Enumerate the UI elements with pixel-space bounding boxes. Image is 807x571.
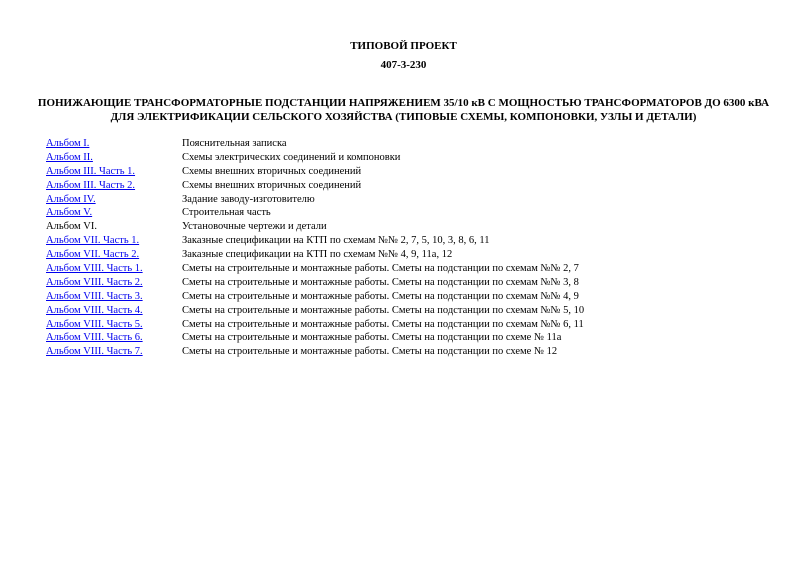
album-description: Пояснительная записка (182, 138, 287, 149)
album-description: Заказные спецификации на КТП по схемам №№ 4, 9, 11а, 12 (182, 249, 453, 261)
contents-row (46, 262, 766, 276)
album-description: Сметы на строительные и монтажные работы. Сметы на подстанции по схемам №№ 5, 10 (182, 304, 585, 316)
album-cell (46, 276, 182, 290)
album-description: Схемы внешних вторичных соединений (182, 179, 362, 191)
album-description: Сметы на строительные и монтажные работы. Сметы на подстанции по схемам №№ 2, 7 (182, 263, 579, 275)
contents-row (46, 304, 766, 318)
contents-row (46, 318, 766, 332)
album-description: Сметы на строительные и монтажные работы. Сметы на подстанции по схемам №№ 3, 8 (182, 276, 579, 288)
album-cell (46, 318, 182, 332)
album-link[interactable]: Альбом VII. Часть 1. (46, 235, 140, 247)
document-type: ТИПОВОЙ ПРОЕКТ (350, 40, 457, 52)
album-link[interactable]: Альбом VIII. Часть 4. (46, 304, 143, 316)
album-link[interactable]: Альбом II. (46, 151, 93, 163)
album-cell (46, 179, 182, 193)
album-description: Строительная часть (182, 207, 271, 219)
album-description: Заказные спецификации на КТП по схемам №№ 2, 7, 5, 10, 3, 8, 6, 11 (182, 235, 490, 247)
album-link[interactable]: Альбом I. (46, 138, 90, 149)
contents-row (46, 165, 766, 179)
album-description: Сметы на строительные и монтажные работы. Сметы на подстанции по схеме № 12 (182, 346, 558, 358)
album-cell (46, 345, 182, 359)
contents-row (46, 206, 766, 220)
album-link[interactable]: Альбом IV. (46, 193, 96, 205)
album-link[interactable]: Альбом VIII. Часть 3. (46, 290, 143, 302)
album-description: Задание заводу-изготовителю (182, 193, 315, 205)
album-description: Схемы электрических соединений и компоновки (182, 151, 401, 163)
document-title-line-2: ДЛЯ ЭЛЕКТРИФИКАЦИИ СЕЛЬСКОГО ХОЗЯЙСТВА (ТИПОВЫЕ СХЕМЫ, КОМПОНОВКИ, УЗЛЫ И ДЕТАЛИ) (110, 111, 697, 123)
album-link[interactable]: Альбом III. Часть 2. (46, 179, 136, 191)
album-cell (46, 137, 182, 151)
album-description: Установочные чертежи и детали (182, 221, 327, 233)
document-title-line-1: ПОНИЖАЮЩИЕ ТРАНСФОРМАТОРНЫЕ ПОДСТАНЦИИ НАПРЯЖЕНИЕМ 35/10 кВ С МОЩНОСТЬЮ ТРАНСФОРМАТОРОВ ДО 6300 кВА (37, 97, 770, 109)
album-cell (46, 290, 182, 304)
album-description: Сметы на строительные и монтажные работы. Сметы на подстанции по схемам №№ 6, 11 (182, 318, 584, 330)
album-link[interactable]: Альбом VIII. Часть 1. (46, 263, 143, 275)
contents-row (46, 137, 766, 151)
album-link[interactable]: Альбом VIII. Часть 5. (46, 318, 143, 330)
album-description: Сметы на строительные и монтажные работы. Сметы на подстанции по схеме № 11а (182, 332, 562, 344)
album-cell (46, 248, 182, 262)
album-cell (46, 206, 182, 220)
album-cell (46, 234, 182, 248)
contents-row (46, 220, 766, 234)
contents-row (46, 290, 766, 304)
contents-row (46, 331, 766, 345)
album-link[interactable]: Альбом VIII. Часть 7. (46, 346, 143, 358)
contents-row (46, 179, 766, 193)
contents-list (46, 137, 766, 359)
album-link[interactable]: Альбом VIII. Часть 6. (46, 332, 143, 344)
album-description: Схемы внешних вторичных соединений (182, 165, 362, 177)
contents-row (46, 193, 766, 207)
contents-row (46, 276, 766, 290)
album-cell (46, 193, 182, 207)
album-cell (46, 165, 182, 179)
album-cell (46, 151, 182, 165)
album-link[interactable]: Альбом VII. Часть 2. (46, 249, 140, 261)
document-number: 407-3-230 (380, 59, 427, 71)
album-cell (46, 304, 182, 318)
album-cell (46, 331, 182, 345)
album-link[interactable]: Альбом III. Часть 1. (46, 165, 136, 177)
contents-row (46, 151, 766, 165)
album-link[interactable]: Альбом VIII. Часть 2. (46, 276, 143, 288)
contents-row (46, 248, 766, 262)
album-label: Альбом VI. (46, 221, 97, 233)
album-cell (46, 262, 182, 276)
album-link[interactable]: Альбом V. (46, 207, 93, 219)
album-cell (46, 220, 182, 234)
album-description: Сметы на строительные и монтажные работы. Сметы на подстанции по схемам №№ 4, 9 (182, 290, 579, 302)
contents-row (46, 234, 766, 248)
contents-row (46, 345, 766, 359)
